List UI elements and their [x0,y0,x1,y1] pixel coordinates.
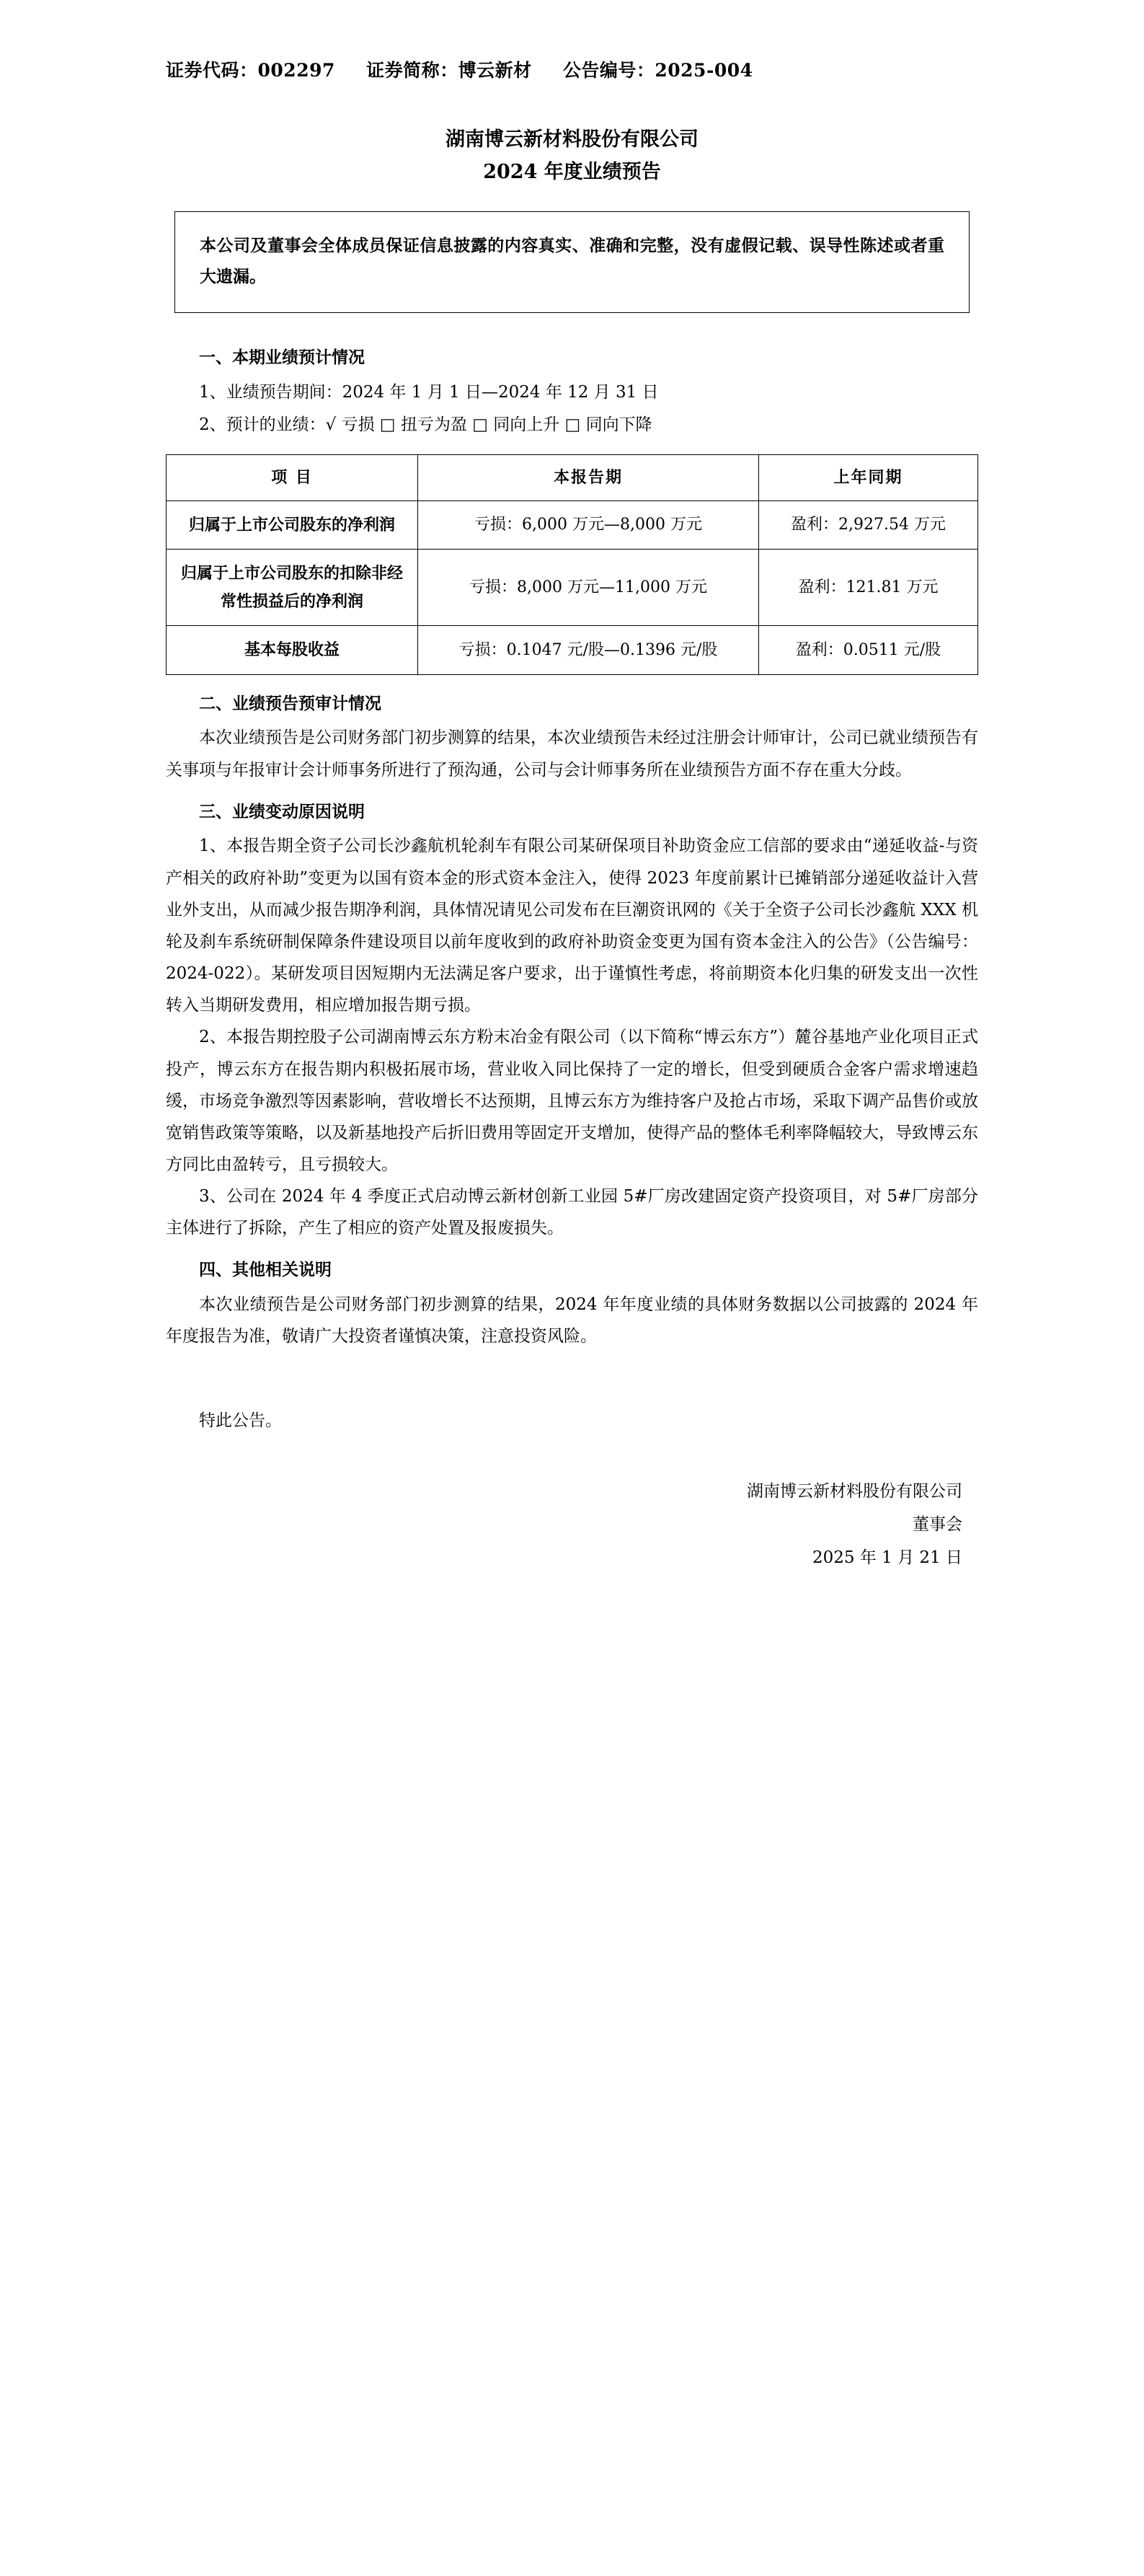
table-cell-current: 亏损：0.1047 元/股—0.1396 元/股 [418,626,759,675]
section-1-heading: 一、本期业绩预计情况 [199,348,365,368]
performance-table [166,454,978,675]
notice-number-group [563,60,753,81]
section-2-paragraph: 本次业绩预告是公司财务部门初步测算的结果，本次业绩预告未经过注册会计师审计，公司已就业绩预告有关事项与年报审计会计师事务所进行了预沟通，公司与会计师事务所在业绩预告方面不存在重大分歧。 [166,728,978,780]
table-row [167,550,978,626]
table-header-item: 项 目 [167,454,418,500]
section-3-paragraph-1: 1、本报告期全资子公司长沙鑫航机轮刹车有限公司某研保项目补助资金应工信部的要求由“递延收益-与资产相关的政府补助”变更为以国有资本金的形式资本金注入，使得 2023 年度前累计已摊销部分递延收益计入营业外支出，从而减少报告期净利润，具体情况请见公司发布在巨潮资讯网的《关于全资子公司长沙鑫航 XXX 机轮及刹车系统研制保障条件建设项目以前年度收到的政府补助资金变更为国有资本金注入的公告》（公告编号：2024-022）。某研发项目因短期内无法满足客户要求，出于谨慎性考虑，将前期资本化归集的研发支出一次性转入当期研发费用，相应增加报告期亏损。 [166,837,978,1015]
notice-number-value: 2025-004 [655,60,753,81]
security-code-label: 证券代码： [166,60,258,81]
section-1-item-1: 1、业绩预告期间：2024 年 1 月 1 日—2024 年 12 月 31 日 [199,382,659,402]
table-cell-item: 基本每股收益 [167,626,418,675]
table-cell-current: 亏损：8,000 万元—11,000 万元 [418,550,759,626]
spacer [166,1352,978,1400]
table-cell-current: 亏损：6,000 万元—8,000 万元 [418,500,759,550]
disclaimer-box: 本公司及董事会全体成员保证信息披露的内容真实、准确和完整，没有虚假记载、误导性陈述或者重大遗漏。 [174,211,970,313]
table-cell-previous: 盈利：121.81 万元 [758,550,977,626]
table-cell-previous: 盈利：0.0511 元/股 [758,626,977,675]
signature-board: 董事会 [913,1515,962,1535]
section-4-heading: 四、其他相关说明 [199,1260,332,1280]
security-code-value: 002297 [257,60,335,81]
table-cell-item: 归属于上市公司股东的净利润 [167,500,418,550]
security-abbr-value: 博云新材 [458,60,532,81]
security-code-group [166,60,335,81]
section-3-heading: 三、业绩变动原因说明 [199,801,365,821]
table-row [167,500,978,550]
section-4-paragraph: 本次业绩预告是公司财务部门初步测算的结果，2024 年年度业绩的具体财务数据以公司披露的 2024 年年度报告为准，敬请广大投资者谨慎决策，注意投资风险。 [166,1295,978,1346]
document-header [166,56,978,82]
section-2-heading: 二、业绩预告预审计情况 [199,693,381,713]
signature-company: 湖南博云新材料股份有限公司 [747,1482,962,1501]
section-3-paragraph-2: 2、本报告期控股子公司湖南博云东方粉末冶金有限公司（以下简称“博云东方”）麓谷基地产业化项目正式投产，博云东方在报告期内积极拓展市场，营业收入同比保持了一定的增长，但受到硬质合金客户需求增速趋缓，市场竞争激烈等因素影响，营收增长不达预期，且博云东方为维持客户及抢占市场，采取下调产品售价或放宽销售政策等策略，以及新基地投产后折旧费用等固定开支增加，使得产品的整体毛利率降幅较大，导致博云东方同比由盈转亏，且亏损较大。 [166,1028,978,1174]
signature-block [166,1475,978,1574]
signature-date: 2025 年 1 月 21 日 [812,1548,962,1568]
security-abbr-label: 证券简称： [366,60,458,81]
table-cell-previous: 盈利：2,927.54 万元 [758,500,977,550]
table-header-current: 本报告期 [418,454,759,500]
page-title [166,124,978,188]
table-row [167,626,978,675]
section-3-paragraph-3: 3、公司在 2024 年 4 季度正式启动博云新材创新工业园 5#厂房改建固定资产投资项目，对 5#厂房部分主体进行了拆除，产生了相应的资产处置及报废损失。 [166,1187,978,1238]
notice-number-label: 公告编号： [562,60,655,81]
security-abbr-group [366,60,532,81]
page-title-subject: 2024 年度业绩预告 [483,160,661,183]
page-title-company: 湖南博云新材料股份有限公司 [445,128,699,151]
table-header-previous: 上年同期 [758,454,977,500]
table-header-row [167,454,978,500]
table-cell-item: 归属于上市公司股东的扣除非经常性损益后的净利润 [167,550,418,626]
section-1-item-2: 2、预计的业绩：√ 亏损 □ 扭亏为盈 □ 同向上升 □ 同向下降 [199,415,652,434]
closing-statement: 特此公告。 [199,1411,282,1431]
